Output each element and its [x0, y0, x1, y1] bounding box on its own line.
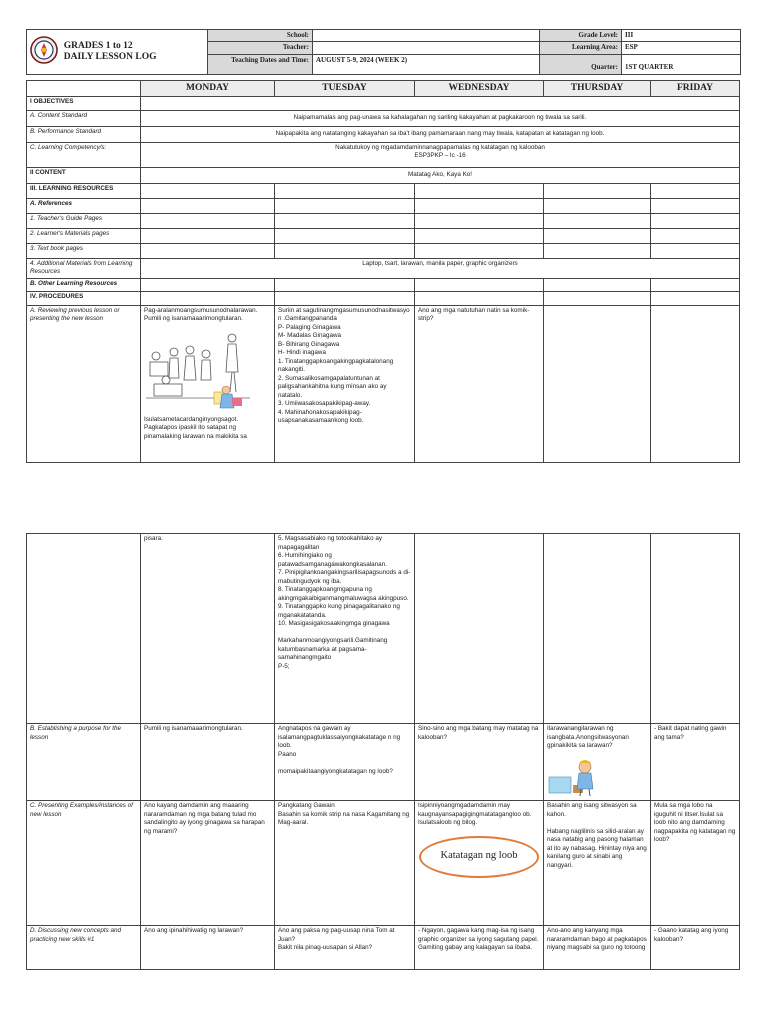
other-resources-label: B. Other Learning Resources: [27, 278, 141, 291]
lesson-log-table: [26, 80, 740, 463]
header-title-cell: [27, 30, 208, 75]
objectives-label: I OBJECTIVES: [27, 96, 141, 110]
reviewing-tuesday: Suriin at sagutinangmgasumusunodnasitwasyo n .Gamitangpananda P- Palaging Ginagawa M- Madalas Ginagawa B- Bihirang Ginagawa H- Hindi inagawa 1. Tinatanggapkoangakingpagkatalonang nakangiti. 2. Sumasalikosamgapalatuntunan at paligsahankahitna kung minsan ako ay natatalo. 3. Umiiwasakosapakikipag-away. 4. Mahinahonakosapakikipag-usapsanakasamaankong loob.: [275, 305, 415, 462]
day-wednesday: WEDNESDAY: [415, 81, 544, 97]
title-line-1: GRADES 1 to 12: [63, 40, 133, 51]
purpose-monday: Pumili ng isanamaaarimongtularan.: [141, 724, 275, 801]
content-standard-label: A. Content Standard: [27, 110, 141, 126]
grade-level-value: III: [622, 30, 741, 42]
reviewing-wednesday: Ano ang mga natutuhan natin sa komik-strip?: [415, 305, 544, 462]
discussing-label: D. Discussing new concepts and practicing new skills #1: [27, 926, 141, 970]
presenting-tuesday: Pangkatang Gawain Basahin sa komik strip na nasa Kagamitang ng Mag-aaral.: [275, 801, 415, 926]
day-friday: FRIDAY: [651, 81, 740, 97]
day-monday: MONDAY: [141, 81, 275, 97]
teacher-label: Teacher:: [208, 42, 313, 54]
quarter-value: 1ST QUARTER: [622, 54, 741, 74]
reviewing-tuesday-continued: 5. Magsasabiako ng totookahitako ay mapagagalitan 6. Humihingiako ng patawadsamganagawakongkasalanan. 7. Pinipigilankoangakingsarilisapagsunods a di-mabutingudyok ng iba. 8. Tinatanggapkoangmgapuna ng akingmgakaibiganmangmaluwagsa akingpuso. 9. Tinatanggapko kung pinagagalitanako ng mganakatatanda. 10. Masigasigakosaakingmga ginagawa Markahanmoangiyongsarili.Gamitinang katumbasnamarka at pagsama-samahinangmgaito P-5;: [275, 534, 415, 724]
procedures-label: IV. PROCEDURES: [27, 291, 141, 305]
classroom-illustration: [144, 328, 252, 414]
content-value: Matatag Ako, Kaya Ko!: [141, 167, 740, 183]
katatagan-oval: Katatagan ng loob: [419, 836, 539, 878]
school-label: School:: [208, 30, 313, 42]
child-cleaning-illustration: [547, 757, 601, 797]
performance-standard-value: Naipapakita ang natatanging kakayahan sa iba't ibang pamamaraan nang may tiwala, katapatan at katatagan ng loob.: [141, 126, 740, 142]
grade-level-label: Grade Level:: [540, 30, 622, 42]
discussing-monday: Ano ang ipinahihiwatig ng larawan?: [141, 926, 275, 970]
discussing-thursday: Ano-ano ang kanyang mga nararamdaman bago at pagkatapos niyang magsabi sa guro ng totoong: [544, 926, 651, 970]
school-value: [313, 30, 540, 42]
purpose-tuesday: Angnatapos na gawain ay isalamangpagtuklassaiyongkakatatage n ng loob. Paano momaipakitaangiyongkatatagan ng loob?: [275, 724, 415, 801]
discussing-wednesday: - Ngayon, gagawa kang mag-isa ng isang graphic organizer sa iyong sagutang papel. Gamiting gabay ang kalagayan sa ibaba.: [415, 926, 544, 970]
teaching-dates-label: Teaching Dates and Time:: [208, 54, 313, 74]
reviewing-monday-continued: pisara.: [141, 534, 275, 724]
content-standard-value: Naipamamalas ang pag-unawa sa kahalagahan ng sariling kakayahan at pagkakaroon ng tiwala sa sarili.: [141, 110, 740, 126]
presenting-label: C. Presenting Examples/instances of new lesson: [27, 801, 141, 926]
competency-line-1: Nakatutukoy ng mgadamdaminnanagpapamalas ng katatagan ng kalooban: [335, 143, 545, 151]
purpose-label: B. Establishing a purpose for the lesson: [27, 724, 141, 801]
reviewing-label: A. Reviewing previous lesson or presenting the new lesson: [27, 305, 141, 462]
purpose-thursday: [544, 724, 651, 801]
references-label: A. References: [27, 198, 141, 213]
lesson-log-table-continued: [26, 533, 740, 970]
presenting-friday: Mula sa mga lobo na iguguhit ni titser.Isulat sa loob nito ang damdaming nagpapakita ng katatagan ng loob?: [651, 801, 740, 926]
resources-label: III. LEARNING RESOURCES: [27, 183, 141, 198]
purpose-thursday-text: Ilarawanangilarawan ng isangbata.Anongsitwasyonan gpinakikita sa larawan?: [547, 725, 629, 749]
quarter-label: Quarter:: [540, 54, 622, 74]
competency-label: C. Learning Competency/s:: [27, 142, 141, 167]
purpose-wednesday: Sino-sino ang mga batang may matatag na kalooban?: [415, 724, 544, 801]
day-tuesday: TUESDAY: [275, 81, 415, 97]
header-table: [26, 29, 741, 75]
corner-cell: [27, 81, 141, 97]
textbook-label: 3. Text book pages: [27, 243, 141, 258]
additional-materials-value: Laptop, tsart, larawan, manila paper, graphic organizers: [141, 258, 740, 278]
purpose-friday: - Bakit dapat nating gawin ang tama?: [651, 724, 740, 801]
deped-seal-icon: [30, 36, 58, 67]
discussing-friday: - Gaano katatag ang iyong kalooban?: [651, 926, 740, 970]
presenting-monday: Ano kayang damdamin ang maaaring nararamdaman ng mga batang tulad mo sandalingito ay iyong ginagawa sa harapan ng marami?: [141, 801, 275, 926]
presenting-wednesday-text: Isipinniyoangmgadamdamin may kaugnayansapagigingmatatagangloo ob. Isulatsaloob ng bilog.: [418, 802, 532, 826]
title-line-2: DAILY LESSON LOG: [63, 51, 157, 62]
learning-area-label: Learning Area:: [540, 42, 622, 54]
teachers-guide-label: 1. Teacher's Guide Pages: [27, 213, 141, 228]
additional-materials-label: 4. Additional Materials from Learning Resources: [27, 258, 141, 278]
reviewing-monday-intro: Pag-aralanmoangsumusunodnalarawan. Pumili ng isanamaaarimongtularan.: [144, 306, 258, 323]
day-thursday: THURSDAY: [544, 81, 651, 97]
presenting-wednesday: [415, 801, 544, 926]
learners-materials-label: 2. Learner's Materials pages: [27, 228, 141, 243]
reviewing-monday: [141, 305, 275, 462]
reviewing-monday-instruction: Isulatsametacardanginyongsagot. Pagkatapos ipaskil ito satapat ng pinamalaking larawan na makikita sa: [144, 415, 247, 440]
discussing-tuesday: Ano ang paksa ng pag-uusap nina Tom at Juan? Bakit nila pinag-uusapan si Allan?: [275, 926, 415, 970]
teaching-dates-value: AUGUST 5-9, 2024 (WEEK 2): [313, 54, 540, 74]
performance-standard-label: B. Performance Standard: [27, 126, 141, 142]
competency-value: [141, 142, 740, 167]
learning-area-value: ESP: [622, 42, 741, 54]
competency-code: ESP3PKP – Ic -16: [414, 152, 466, 160]
teacher-value: [313, 42, 540, 54]
presenting-thursday: Basahin ang isang sitwasyon sa kahon. Habang naglilinis sa silid-aralan ay nasa natabig ang pasong halaman at ito ay nabasag. Hinintay niya ang kanilang guro at sinabi ang nangyari.: [544, 801, 651, 926]
content-label: II CONTENT: [27, 167, 141, 183]
